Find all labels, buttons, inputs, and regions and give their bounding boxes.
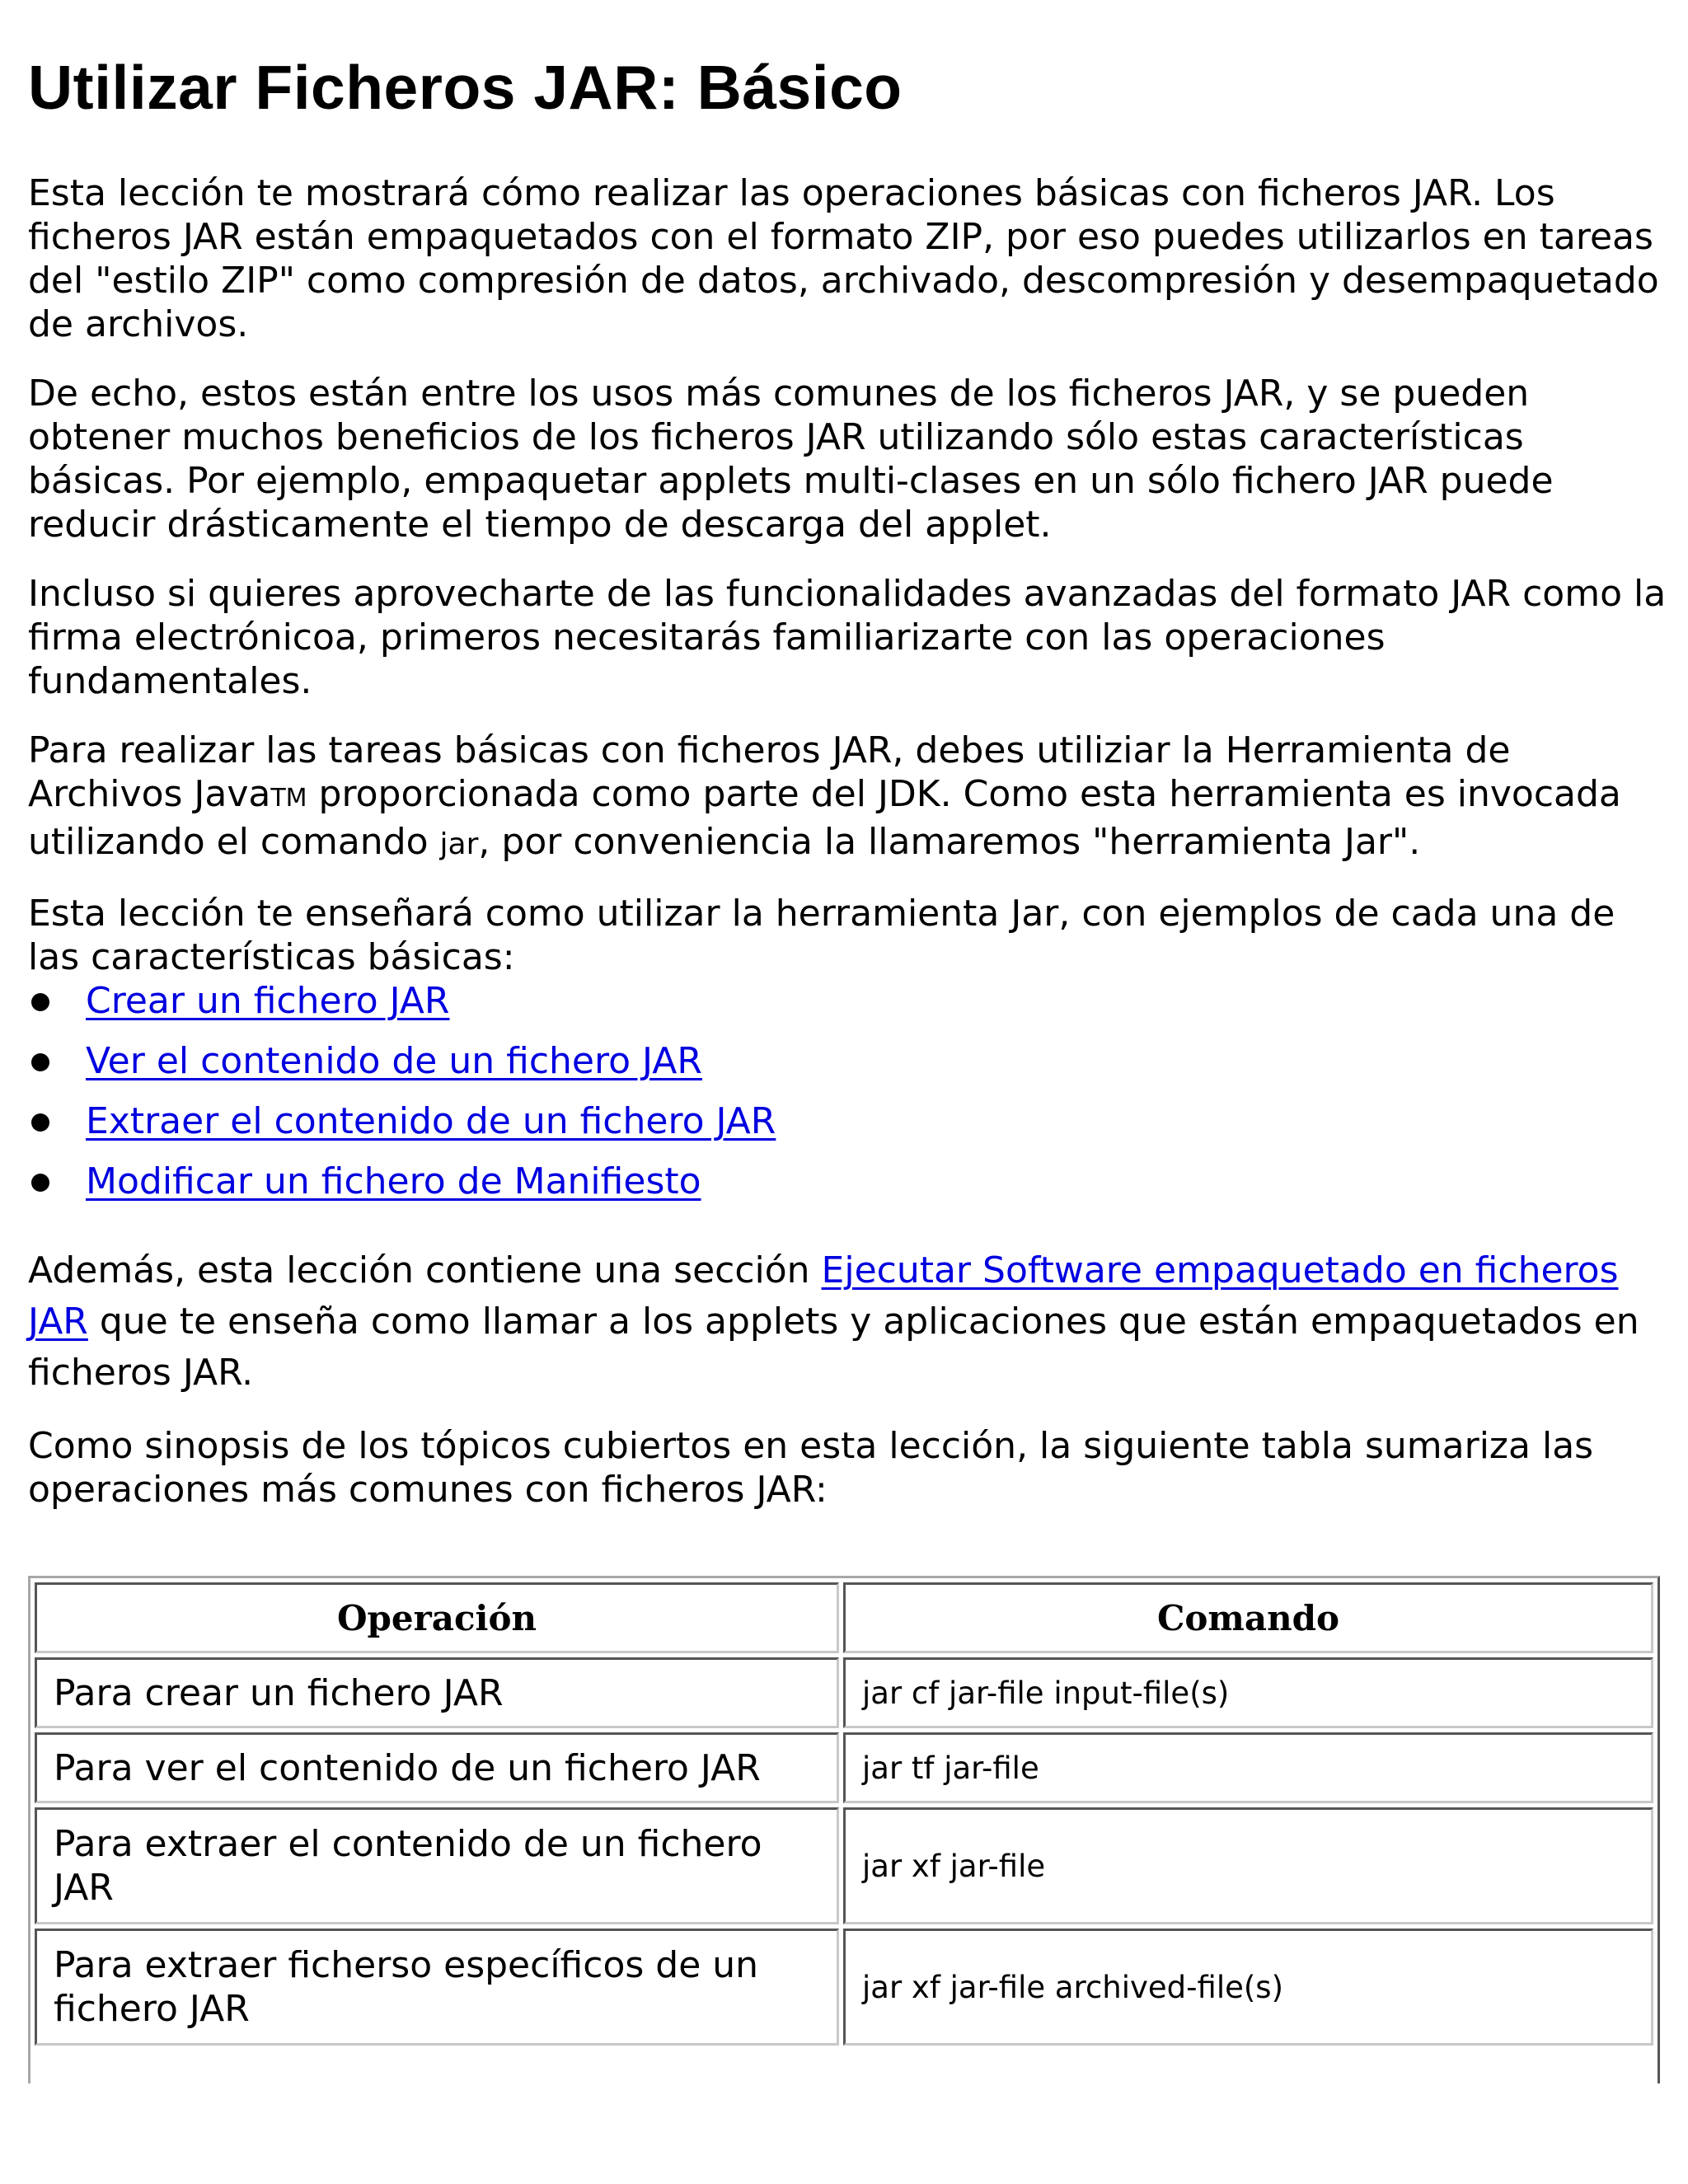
jar-tool-text-a: Para realizar las tareas básicas con ficheros JAR, debes utiliziar la Herramienta de Archivos Java	[28, 729, 1511, 815]
advanced-features-paragraph: Incluso si quieres aprovecharte de las funcionalidades avanzadas del formato JAR como la firma electrónicoa, primeros necesitarás familiarizarte con las operaciones fundamentales.	[28, 573, 1667, 702]
list-item	[86, 1039, 1668, 1099]
table-row	[35, 1732, 1653, 1803]
list-item	[86, 1099, 1668, 1160]
lesson-links-list	[28, 979, 1668, 1220]
command-cell: jar tf jar-file	[843, 1732, 1653, 1803]
bullet-icon	[31, 1174, 49, 1192]
header-operation: Operación	[35, 1582, 839, 1653]
run-software-paragraph	[28, 1245, 1668, 1399]
intro-paragraph: Esta lección te mostrará cómo realizar las operaciones básicas con ficheros JAR. Los ficheros JAR están empaquetados con el formato ZIP, por eso puedes utilizarlos en tareas del "estilo ZIP" como compresión de datos, archivado, descompresión y desempaquetado de archivos.	[28, 172, 1659, 345]
link-modify-manifest[interactable]: Modificar un fichero de Manifiesto	[86, 1160, 701, 1202]
operation-cell: Para ver el contenido de un fichero JAR	[35, 1732, 839, 1803]
trademark-symbol: TM	[270, 784, 307, 813]
benefits-paragraph: De echo, estos están entre los usos más comunes de los ficheros JAR, y se pueden obtener muchos beneficios de los ficheros JAR utilizando sólo estas características básicas. Por ejemplo, empaquetar applets multi-clases en un sólo fichero JAR puede reducir drásticamente el tiempo de descarga del applet.	[28, 373, 1554, 546]
command-cell: jar cf jar-file input-file(s)	[843, 1657, 1653, 1728]
run-software-text-b: que te enseña como llamar a los applets y aplicaciones que están empaquetados en ficheros JAR.	[28, 1301, 1639, 1394]
link-create-jar[interactable]: Crear un fichero JAR	[86, 980, 450, 1022]
lesson-overview-paragraph: Esta lección te enseñará como utilizar la herramienta Jar, con ejemplos de cada una de las características básicas:	[28, 893, 1615, 978]
jar-tool-text-c: , por conveniencia la llamaremos "herramienta Jar".	[478, 821, 1421, 863]
bullet-icon	[31, 1053, 49, 1071]
operation-cell: Para crear un fichero JAR	[35, 1657, 839, 1728]
jar-tool-text-b: proporcionada como parte del JDK. Como esta herramienta es invocada utilizando el comando	[28, 773, 1621, 863]
operation-cell: Para extraer el contenido de un fichero JAR	[35, 1807, 839, 1924]
link-extract-jar-contents[interactable]: Extraer el contenido de un fichero JAR	[86, 1100, 776, 1142]
link-run-jar-software[interactable]: Ejecutar Software empaquetado en ficheros JAR	[28, 1249, 1619, 1343]
jar-tool-paragraph	[28, 729, 1668, 866]
run-software-text-a: Además, esta lección contiene una sección	[28, 1249, 822, 1291]
table-row	[35, 1929, 1653, 2046]
table-row	[35, 1807, 1653, 1924]
table-bottom-edge	[28, 2037, 1660, 2083]
header-command: Comando	[843, 1582, 1653, 1653]
list-item	[86, 1160, 1668, 1220]
command-cell: jar xf jar-file archived-file(s)	[843, 1929, 1653, 2046]
command-cell: jar xf jar-file	[843, 1807, 1653, 1924]
bullet-icon	[31, 993, 49, 1011]
operation-cell: Para extraer ficherso específicos de un fichero JAR	[35, 1929, 839, 2046]
operations-table	[28, 1576, 1660, 2050]
document-page	[28, 0, 1668, 1511]
table-header-row	[35, 1582, 1653, 1653]
list-item	[86, 979, 1668, 1039]
table-intro-paragraph: Como sinopsis de los tópicos cubiertos en esta lección, la siguiente tabla sumariza las operaciones más comunes con ficheros JAR:	[28, 1425, 1594, 1511]
table-row	[35, 1657, 1653, 1728]
jar-command-code: jar	[439, 827, 479, 861]
page-title: Utilizar Ficheros JAR: Básico	[28, 53, 903, 122]
bullet-icon	[31, 1113, 49, 1132]
link-view-jar-contents[interactable]: Ver el contenido de un fichero JAR	[86, 1040, 702, 1082]
